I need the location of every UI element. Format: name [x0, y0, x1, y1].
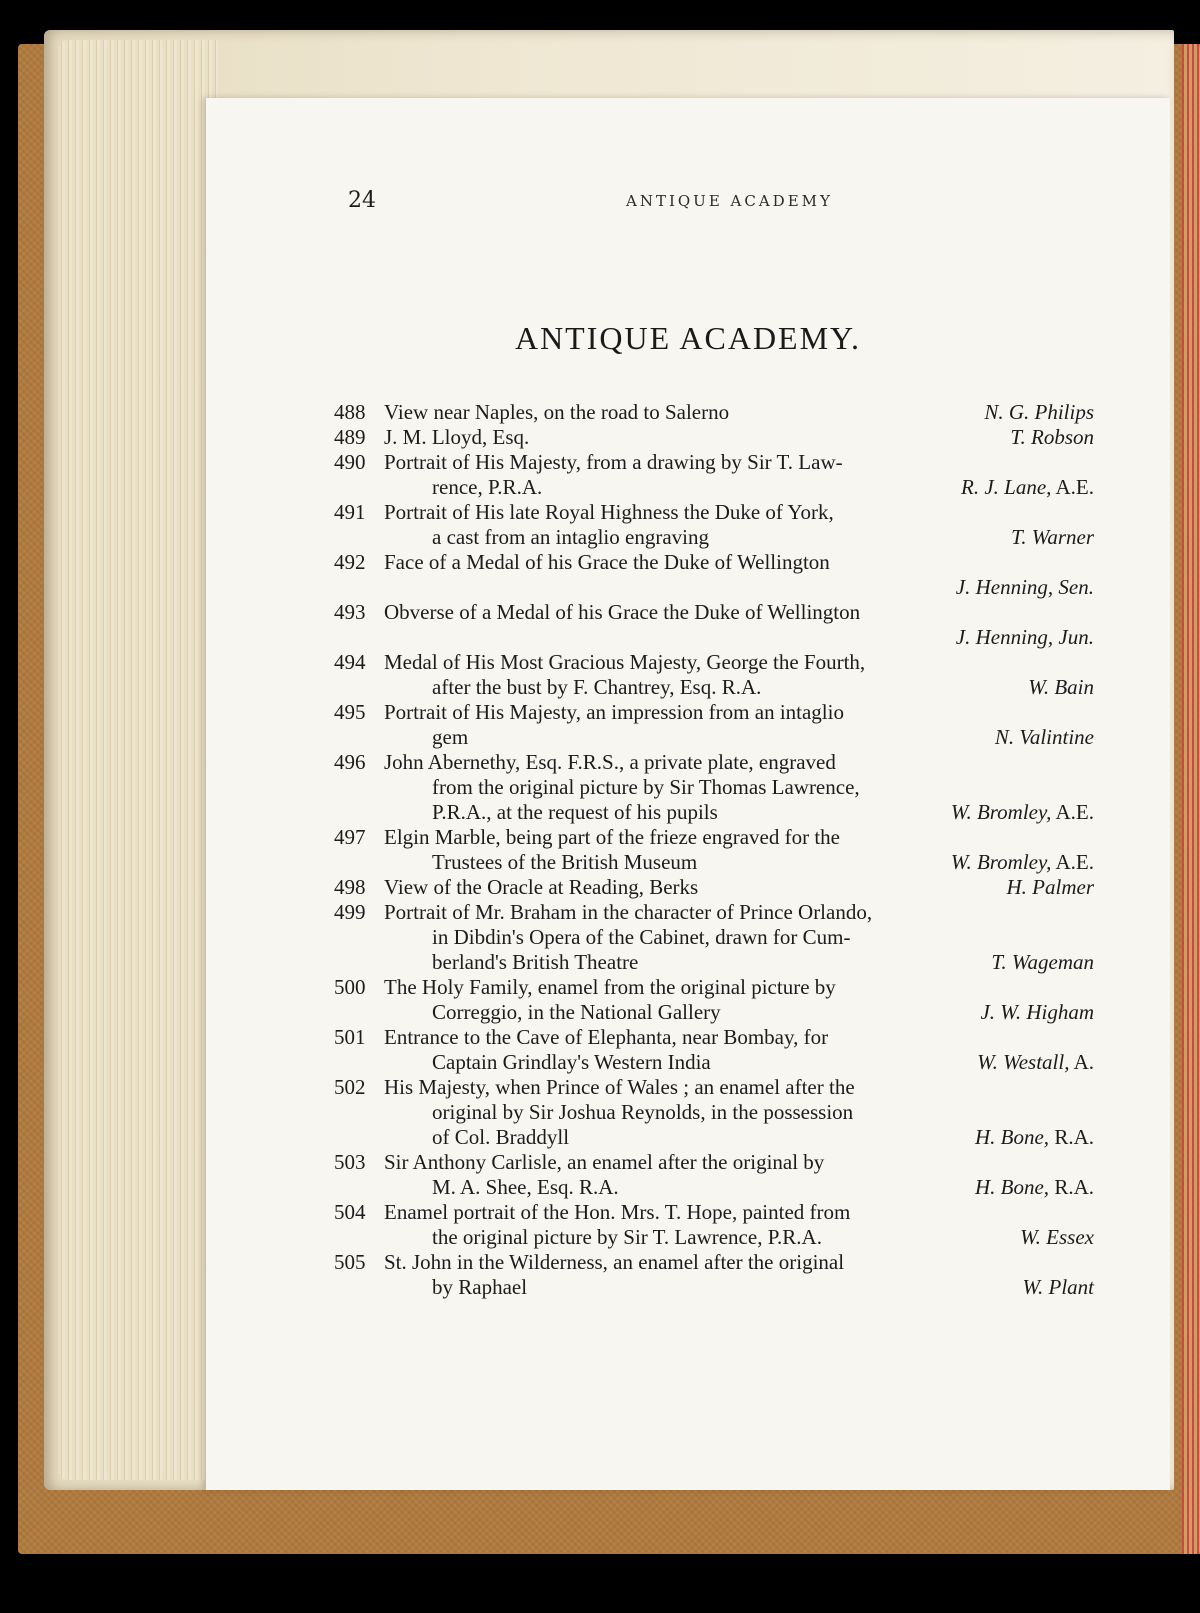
entry-line: [334, 425, 1094, 450]
entry-artist: [951, 800, 1094, 825]
artist-name: W. Westall,: [977, 1050, 1070, 1074]
page-edges: [58, 40, 218, 1480]
entry-line: [334, 775, 1094, 800]
entry-text: Portrait of His Majesty, an impression from an intaglio: [384, 700, 844, 724]
entry-line: [334, 1100, 1094, 1125]
entry-number: 498: [334, 875, 366, 899]
entry-list: [334, 400, 1094, 1300]
entry-text: the original picture by Sir T. Lawrence, P.R.A.: [432, 1225, 822, 1249]
entry-text: Captain Grindlay's Western India: [432, 1050, 711, 1074]
catalogue-entry: [334, 650, 1094, 700]
entry-number: 490: [334, 450, 366, 474]
entry-line: [334, 825, 1094, 850]
entry-artist: [1007, 875, 1095, 900]
entry-line: [334, 975, 1094, 1000]
entry-number: 492: [334, 550, 366, 574]
entry-number: 497: [334, 825, 366, 849]
entry-text: View of the Oracle at Reading, Berks: [384, 875, 699, 899]
entry-number: 491: [334, 500, 366, 524]
catalogue-entry: [334, 600, 1094, 650]
entry-line: [334, 400, 1094, 425]
catalogue-entry: [334, 825, 1094, 875]
catalogue-entry: [334, 1075, 1094, 1150]
artist-suffix: R.A.: [1049, 1175, 1094, 1199]
entry-number: 503: [334, 1150, 366, 1174]
catalogue-entry: [334, 750, 1094, 825]
catalogue-page: [206, 98, 1170, 1490]
entry-text: Trustees of the British Museum: [432, 850, 698, 874]
entry-text: a cast from an intaglio engraving: [432, 525, 709, 549]
artist-name: H. Palmer: [1006, 875, 1094, 899]
entry-text: Portrait of His Majesty, from a drawing by Sir T. Law-: [384, 450, 843, 474]
entry-text: Enamel portrait of the Hon. Mrs. T. Hope, painted from: [384, 1200, 851, 1224]
entry-text: of Col. Braddyll: [432, 1125, 570, 1149]
entry-artist: [975, 1125, 1094, 1150]
entry-number: 504: [334, 1200, 366, 1224]
catalogue-entry: [334, 700, 1094, 750]
artist-name: H. Bone,: [974, 1175, 1050, 1199]
entry-line: [334, 1275, 1094, 1300]
entry-text: Face of a Medal of his Grace the Duke of Wellington: [384, 550, 830, 574]
entry-number: 499: [334, 900, 366, 924]
entry-artist: [951, 850, 1094, 875]
artist-name: J. W. Higham: [980, 1000, 1094, 1024]
entry-number: 502: [334, 1075, 366, 1099]
entry-number: 500: [334, 975, 366, 999]
entry-text: berland's British Theatre: [432, 950, 639, 974]
entry-line: [334, 550, 1094, 575]
entry-line: [334, 700, 1094, 725]
artist-name: W. Bain: [1028, 675, 1094, 699]
entry-line: [334, 1200, 1094, 1225]
entry-line: [334, 750, 1094, 775]
entry-number: 489: [334, 425, 366, 449]
entry-text: in Dibdin's Opera of the Cabinet, drawn for Cum-: [432, 925, 851, 949]
entry-text: rence, P.R.A.: [432, 475, 543, 499]
entry-line: [334, 1025, 1094, 1050]
entry-artist: [984, 400, 1094, 425]
entry-text: St. John in the Wilderness, an enamel after the original: [384, 1250, 845, 1274]
catalogue-entry: [334, 1200, 1094, 1250]
entry-line: [334, 525, 1094, 550]
entry-text: Entrance to the Cave of Elephanta, near Bombay, for: [384, 1025, 829, 1049]
running-title: ANTIQUE ACADEMY: [626, 192, 833, 210]
page-number: 24: [348, 188, 376, 213]
catalogue-entry: [334, 1150, 1094, 1200]
entry-text: Elgin Marble, being part of the frieze engraved for the: [384, 825, 840, 849]
catalogue-entry: [334, 500, 1094, 550]
entry-text: John Abernethy, Esq. F.R.S., a private plate, engraved: [384, 750, 836, 774]
artist-name: R. J. Lane,: [961, 475, 1052, 499]
entry-artist: [956, 575, 1094, 600]
entry-text: from the original picture by Sir Thomas Lawrence,: [432, 775, 860, 799]
entry-line: [334, 1225, 1094, 1250]
catalogue-entry: [334, 450, 1094, 500]
entry-artist: [980, 1000, 1094, 1025]
entry-artist: [1010, 425, 1094, 450]
entry-artist: [995, 725, 1094, 750]
artist-suffix: A.: [1069, 1050, 1094, 1074]
entry-text: View near Naples, on the road to Salerno: [384, 400, 730, 424]
artist-name: T. Warner: [1011, 525, 1094, 549]
artist-name: N. G. Philips: [984, 400, 1094, 424]
artist-name: J. Henning, Jun.: [955, 625, 1094, 649]
entry-number: 496: [334, 750, 366, 774]
entry-line: [334, 1250, 1094, 1275]
entry-line: [334, 625, 1094, 650]
entry-text: after the bust by F. Chantrey, Esq. R.A.: [432, 675, 762, 699]
entry-text: Portrait of His late Royal Highness the Duke of York,: [384, 500, 834, 524]
entry-line: [334, 675, 1094, 700]
artist-suffix: A.E.: [1051, 850, 1094, 874]
entry-text: P.R.A., at the request of his pupils: [432, 800, 718, 824]
entry-text: Sir Anthony Carlisle, an enamel after the original by: [384, 1150, 825, 1174]
cover-edge: [1182, 44, 1200, 1554]
catalogue-entry: [334, 875, 1094, 900]
catalogue-entry: [334, 900, 1094, 975]
entry-artist: [961, 475, 1094, 500]
entry-text: Portrait of Mr. Braham in the character of Prince Orlando,: [384, 900, 873, 924]
catalogue-entry: [334, 425, 1094, 450]
entry-line: [334, 1000, 1094, 1025]
entry-line: [334, 1175, 1094, 1200]
artist-name: W. Bromley,: [950, 800, 1052, 824]
entry-line: [334, 950, 1094, 975]
entry-line: [334, 800, 1094, 825]
entry-number: 494: [334, 650, 366, 674]
entry-number: 493: [334, 600, 366, 624]
entry-artist: [956, 625, 1094, 650]
artist-suffix: A.E.: [1051, 475, 1094, 499]
entry-line: [334, 600, 1094, 625]
artist-suffix: R.A.: [1049, 1125, 1094, 1149]
entry-line: [334, 650, 1094, 675]
entry-text: J. M. Lloyd, Esq.: [384, 425, 530, 449]
entry-text: gem: [432, 725, 469, 749]
entry-number: 495: [334, 700, 366, 724]
catalogue-entry: [334, 550, 1094, 600]
entry-artist: [975, 1175, 1094, 1200]
entry-line: [334, 1075, 1094, 1100]
entry-artist: [977, 1050, 1094, 1075]
entry-line: [334, 1125, 1094, 1150]
entry-line: [334, 900, 1094, 925]
entry-text: M. A. Shee, Esq. R.A.: [432, 1175, 619, 1199]
entry-text: by Raphael: [432, 1275, 528, 1299]
entry-artist: [1011, 525, 1094, 550]
entry-artist: [1028, 675, 1094, 700]
entry-line: [334, 1050, 1094, 1075]
entry-number: 501: [334, 1025, 366, 1049]
artist-name: T. Wageman: [991, 950, 1094, 974]
artist-name: T. Robson: [1010, 425, 1094, 449]
entry-text: Obverse of a Medal of his Grace the Duke of Wellington: [384, 600, 861, 624]
entry-line: [334, 500, 1094, 525]
entry-number: 505: [334, 1250, 366, 1274]
entry-text: His Majesty, when Prince of Wales ; an enamel after the: [384, 1075, 855, 1099]
entry-artist: [1022, 1275, 1094, 1300]
catalogue-entry: [334, 1025, 1094, 1075]
artist-name: W. Plant: [1022, 1275, 1094, 1299]
section-heading: ANTIQUE ACADEMY.: [514, 320, 862, 356]
artist-name: W. Essex: [1020, 1225, 1094, 1249]
entry-line: [334, 575, 1094, 600]
entry-line: [334, 725, 1094, 750]
entry-text: The Holy Family, enamel from the original picture by: [384, 975, 836, 999]
entry-text: original by Sir Joshua Reynolds, in the possession: [432, 1100, 854, 1124]
artist-suffix: A.E.: [1051, 800, 1094, 824]
catalogue-entry: [334, 975, 1094, 1025]
catalogue-entry: [334, 1250, 1094, 1300]
artist-name: H. Bone,: [974, 1125, 1050, 1149]
entry-line: [334, 925, 1094, 950]
artist-name: W. Bromley,: [950, 850, 1052, 874]
entry-artist: [1020, 1225, 1094, 1250]
entry-text: Correggio, in the National Gallery: [432, 1000, 721, 1024]
catalogue-entry: [334, 400, 1094, 425]
artist-name: J. Henning, Sen.: [955, 575, 1094, 599]
entry-number: 488: [334, 400, 366, 424]
entry-line: [334, 1150, 1094, 1175]
entry-artist: [991, 950, 1094, 975]
entry-line: [334, 450, 1094, 475]
entry-line: [334, 850, 1094, 875]
entry-line: [334, 875, 1094, 900]
entry-text: Medal of His Most Gracious Majesty, George the Fourth,: [384, 650, 866, 674]
entry-line: [334, 475, 1094, 500]
artist-name: N. Valintine: [994, 725, 1094, 749]
